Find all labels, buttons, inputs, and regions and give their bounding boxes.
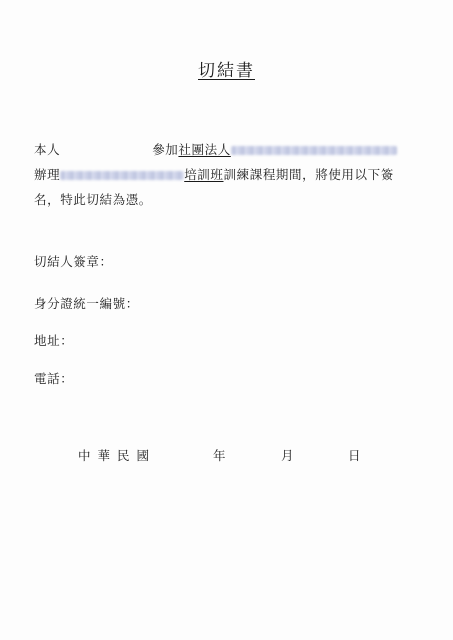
statement-line-3 [34,192,152,208]
phone-label: 電話： [34,371,74,386]
date-day-label: 日 [348,448,368,463]
organization-name-redacted [231,142,397,158]
document-title: 切結書 [198,61,255,81]
statement-subject: 本人 [34,142,61,157]
signature-field [34,254,113,270]
statement-organize: 辦理 [34,167,61,182]
date-month-label: 月 [281,448,301,463]
phone-field [34,371,73,387]
address-label: 地址： [34,333,74,348]
id-number-label: 身分證統一編號： [34,296,139,311]
course-name-redacted [60,167,184,183]
statement-line-1 [34,142,397,158]
organization-label: 社團法人 [178,142,231,157]
course-suffix: 培訓班 [184,167,224,182]
statement-line-2 [34,167,394,183]
date-country: 中華民國 [78,448,157,463]
statement-tail: 訓練課程期間，將使用以下簽 [223,167,394,182]
signature-label: 切結人簽章： [34,254,113,269]
address-field [34,333,73,349]
statement-closing: 名，特此切結為憑。 [34,192,152,207]
statement-join: 參加 [152,142,179,157]
id-number-field [34,296,139,312]
date-year-label: 年 [213,448,233,463]
